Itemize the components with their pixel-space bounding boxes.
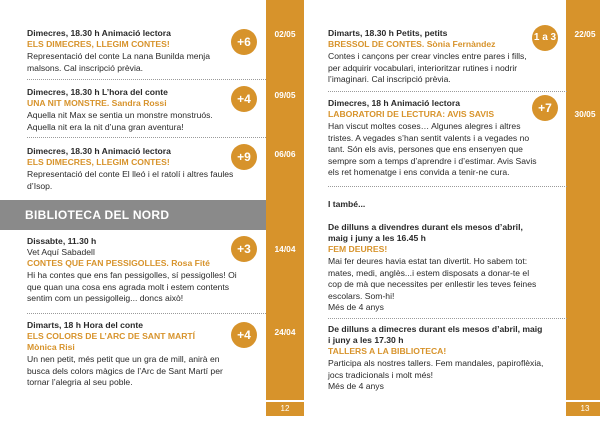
divider	[328, 91, 567, 92]
event-title: ELS DIMECRES, LLEGIM CONTES!	[27, 39, 170, 49]
event-title: TALLERS A LA BIBLIOTECA!	[328, 346, 447, 356]
divider	[27, 79, 266, 80]
page-number: 12	[266, 402, 304, 416]
event-heading-cont: i juny a les 17.30 h	[328, 335, 404, 345]
event-heading: De dilluns a divendres durant els mesos d’abril,	[328, 222, 523, 232]
event-heading: Dimarts, 18.30 h Petits, petits	[328, 28, 448, 38]
age-badge: +9	[231, 144, 257, 170]
event-date: 22/05	[574, 29, 596, 39]
age-badge: +4	[231, 322, 257, 348]
event-heading-cont: maig i juny a les 16.45 h	[328, 233, 426, 243]
age-badge: +4	[231, 86, 257, 112]
event-title: CONTES QUE FAN PESSIGOLLES. Rosa Fité	[27, 258, 210, 268]
divider	[27, 137, 266, 138]
age-badge: +3	[231, 236, 257, 262]
event-heading: Dissabte, 11.30 h	[27, 236, 97, 246]
event-description: Aquella nit Max se sentia un monstre monstruós. Aquella nit era la nit d’una gran aventura!	[27, 110, 213, 132]
event-heading: De dilluns a dimecres durant els mesos d’abril, maig	[328, 324, 543, 334]
event-description: Un nen petit, més petit que un gra de mill, anirà en busca dels colors màgics de l’Arc de Sant Martí per tornar l’alegria al seu poble.	[27, 354, 223, 387]
event-date: 09/05	[274, 90, 296, 100]
event-description: Hi ha contes que ens fan pessigolles, sí pessigolles! Oi que quan una cosa ens agrada molt i estem contents sentim com un pessigolleig... doncs això!	[27, 270, 237, 303]
section-title: BIBLIOTECA DEL NORD	[25, 208, 170, 222]
event-title: FEM DEURES!	[328, 244, 388, 254]
event-date: 02/05	[274, 29, 296, 39]
age-badge: 1 a 3	[532, 25, 558, 51]
event	[27, 28, 267, 74]
divider	[328, 186, 567, 187]
event-description: Representació del conte La nana Bunilda menja malsons. Cal inscripció prèvia.	[27, 51, 210, 73]
event-description: Mai fer deures havia estat tan divertit. Ho sabem tot: mates, medi, anglès...i estem disposats a donar-te el cop de mà que necessites per enllestir les teves feines escolars. Som-hi! Més de 4 anys	[328, 256, 537, 312]
right-page	[300, 0, 600, 432]
event-date: 30/05	[574, 109, 596, 119]
left-date-stripe	[266, 0, 304, 400]
event-venue: Vet Aquí Sabadell	[27, 247, 95, 257]
event-title: ELS COLORS DE L’ARC DE SANT MARTÍ	[27, 331, 196, 341]
event-heading: Dimecres, 18.30 h Animació lectora	[27, 28, 171, 38]
event-heading: Dimarts, 18 h Hora del conte	[27, 320, 144, 330]
event	[328, 324, 568, 393]
right-date-stripe	[566, 0, 600, 400]
event-author: Mònica Risi	[27, 342, 75, 352]
divider	[27, 313, 266, 314]
event-date: 06/06	[274, 149, 296, 159]
event-date: 24/04	[274, 327, 296, 337]
event-heading: Dimecres, 18 h Animació lectora	[328, 98, 460, 108]
event-title: LABORATORI DE LECTURA: AVIS SAVIS	[328, 109, 495, 119]
event-description: Contes i cançons per crear vincles entre pares i fills, per adquirir vocabulari, interioritzar rutines i nodrir l’imaginari. Cal inscripció prèvia.	[328, 51, 527, 84]
event-heading: Dimecres, 18.30 h Animació lectora	[27, 146, 171, 156]
event-heading: Dimecres, 18.30 h L’hora del conte	[27, 87, 168, 97]
also-heading: I també...	[328, 199, 366, 209]
event-description: Han viscut moltes coses… Algunes alegres i altres tristes. A vegades s’han sentit valents i a vegades no tant. Són els avis, persones que ens ensenyen que sempre som a temps d’aprendre i d’estimar. Avis Savis els ret homenatge i ens convida a tenir-ne cura.	[328, 121, 537, 177]
event-date: 14/04	[274, 244, 296, 254]
event	[328, 222, 568, 314]
event-description: Participa als nostres tallers. Fem mandales, papiroflèxia, jocs tradicionals i molt més! Més de 4 anys	[328, 358, 544, 391]
event-title: BRESSOL DE CONTES. Sònia Fernàndez	[328, 39, 496, 49]
event-title: ELS DIMECRES, LLEGIM CONTES!	[27, 157, 170, 167]
event-description: Representació del conte El lleó i el ratolí i altres faules d’Isop.	[27, 169, 234, 191]
divider	[328, 318, 567, 319]
age-badge: +7	[532, 95, 558, 121]
age-badge: +6	[231, 29, 257, 55]
page-number: 13	[566, 402, 600, 416]
event-title: UNA NIT MONSTRE. Sandra Rossi	[27, 98, 167, 108]
